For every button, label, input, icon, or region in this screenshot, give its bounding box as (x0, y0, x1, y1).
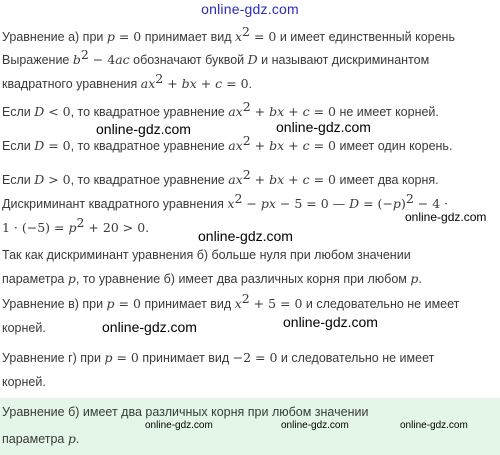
text-line: Дискриминант квадратного уравнения $x^2$ − px − 5 = 0 — $D = (-p)^2 - 4$ · (2, 191, 449, 211)
text-line: Если D > 0, то квадратное уравнение $ax^2$ + bx + c = 0 имеет два корня. (2, 167, 439, 187)
site-header: online-gdz.com (201, 1, 299, 17)
watermark: online-gdz.com (405, 210, 487, 224)
text-line: Уравнение а) при p = 0 принимает вид $x^2 = 0$ и имеет единственный корень (2, 24, 455, 44)
text-line: Уравнение г) при p = 0 принимает вид −2 = 0 и следовательно не имеет (2, 350, 435, 365)
watermark: online-gdz.com (102, 319, 197, 335)
text-line: Если D < 0, то квадратное уравнение $ax^2$ + bx + c = 0 не имеет корней. (2, 99, 439, 119)
text-line: корней. (2, 321, 46, 335)
text-line: квадратного уравнения $ax^2$ + bx + c = 0. (2, 71, 253, 91)
watermark: online-gdz.com (145, 420, 213, 431)
text-line: параметра p, то уравнение б) имеет два различных корня при любом p. (2, 271, 422, 286)
watermark: online-gdz.com (198, 228, 293, 244)
watermark: online-gdz.com (283, 314, 378, 330)
text-line: Так как дискриминант уравнения б) больше нуля при любом значении (2, 248, 411, 262)
watermark: online-gdz.com (281, 420, 349, 431)
watermark: online-gdz.com (276, 119, 371, 135)
watermark: online-gdz.com (400, 420, 468, 431)
text-line: Если D = 0, то квадратное уравнение $ax^2$ + bx + c = 0 имеет один корень. (2, 133, 453, 153)
text-line: Уравнение в) при p = 0 принимает вид $x^2 + 5 = 0$ и следовательно не имеет (2, 291, 460, 311)
answer-line: параметра p. (2, 431, 80, 446)
answer-line: Уравнение б) имеет два различных корня при любом значении (2, 405, 369, 419)
text-line: Выражение $b^2 - 4ac$ обозначают буквой D и называют дискриминантом (2, 47, 430, 67)
text-line: $1 \cdot (-5) = p^2 + 20 > 0$. (2, 215, 150, 235)
text-line: корней. (2, 375, 46, 389)
watermark: online-gdz.com (96, 121, 191, 137)
